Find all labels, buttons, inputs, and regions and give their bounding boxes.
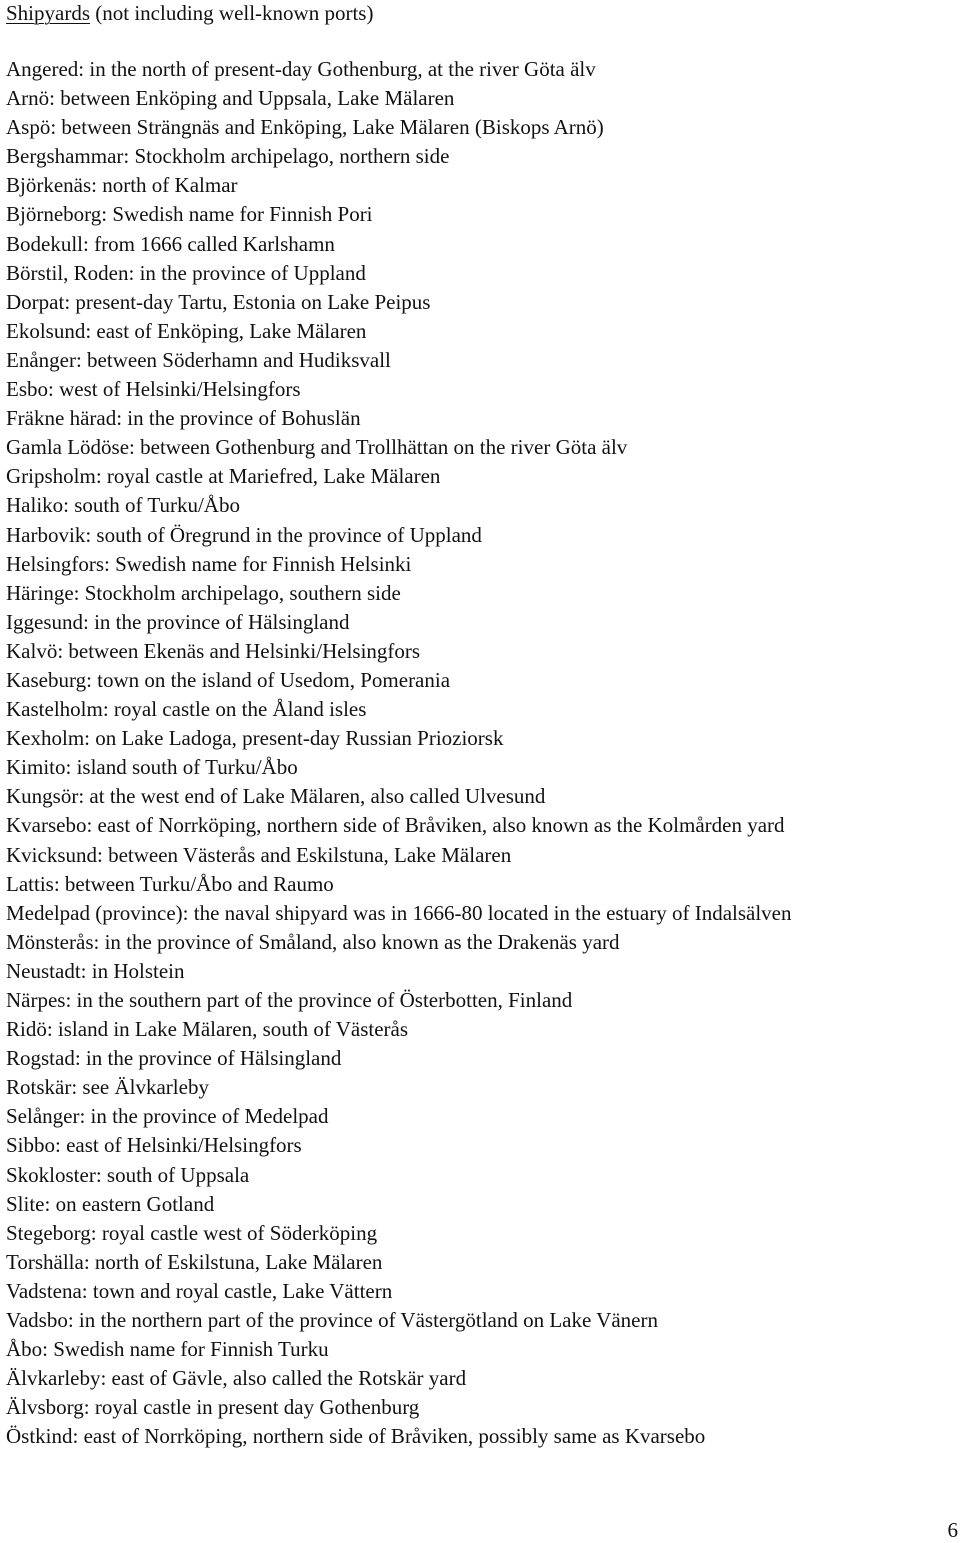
shipyard-entry: Björkenäs: north of Kalmar: [6, 173, 238, 198]
shipyard-entry: Älvkarleby: east of Gävle, also called the Rotskär yard: [6, 1366, 467, 1391]
shipyard-entry: Åbo: Swedish name for Finnish Turku: [6, 1337, 329, 1362]
shipyard-entry: Börstil, Roden: in the province of Uppland: [6, 260, 366, 285]
shipyard-entry: Dorpat: present-day Tartu, Estonia on Lake Peipus: [6, 289, 431, 314]
shipyard-entry: Skokloster: south of Uppsala: [6, 1162, 250, 1187]
shipyard-entry: Kaseburg: town on the island of Usedom, Pomerania: [6, 667, 451, 692]
shipyard-entry: Lattis: between Turku/Åbo and Raumo: [6, 871, 334, 896]
shipyard-entry: Arnö: between Enköping and Uppsala, Lake Mälaren: [6, 86, 455, 111]
shipyard-entry: Kexholm: on Lake Ladoga, present-day Russian Prioziorsk: [6, 726, 504, 751]
shipyard-list: [6, 55, 792, 1452]
shipyard-entry: Bodekull: from 1666 called Karlshamn: [6, 231, 335, 256]
shipyard-entry: Iggesund: in the province of Hälsingland: [6, 609, 350, 634]
shipyard-entry: Enånger: between Söderhamn and Hudiksvall: [6, 347, 391, 372]
shipyard-entry: Aspö: between Strängnäs and Enköping, Lake Mälaren (Biskops Arnö): [6, 115, 604, 140]
shipyard-entry: Esbo: west of Helsinki/Helsingfors: [6, 377, 301, 402]
shipyard-entry: Mönsterås: in the province of Småland, also known as the Drakenäs yard: [6, 929, 620, 954]
shipyard-entry: Kvarsebo: east of Norrköping, northern side of Bråviken, also known as the Kolmården yard: [6, 813, 785, 838]
shipyard-entry: Torshälla: north of Eskilstuna, Lake Mälaren: [6, 1249, 383, 1274]
shipyard-entry: Älvsborg: royal castle in present day Gothenburg: [6, 1395, 420, 1420]
shipyard-entry: Sibbo: east of Helsinki/Helsingfors: [6, 1133, 302, 1158]
shipyard-entry: Kastelholm: royal castle on the Åland isles: [6, 697, 367, 722]
shipyard-entry: Rogstad: in the province of Hälsingland: [6, 1046, 342, 1071]
shipyard-entry: Östkind: east of Norrköping, northern side of Bråviken, possibly same as Kvarsebo: [6, 1424, 706, 1449]
shipyard-entry: Fräkne härad: in the province of Bohuslän: [6, 406, 361, 431]
shipyard-entry: Kungsör: at the west end of Lake Mälaren, also called Ulvesund: [6, 784, 546, 809]
shipyard-entry: Stegeborg: royal castle west of Söderköping: [6, 1220, 378, 1245]
shipyard-entry: Björneborg: Swedish name for Finnish Pori: [6, 202, 373, 227]
shipyard-entry: Kvicksund: between Västerås and Eskilstuna, Lake Mälaren: [6, 842, 512, 867]
shipyard-entry: Rotskär: see Älvkarleby: [6, 1075, 209, 1100]
shipyard-entry: Kalvö: between Ekenäs and Helsinki/Helsingfors: [6, 638, 421, 663]
shipyard-entry: Ridö: island in Lake Mälaren, south of Västerås: [6, 1017, 409, 1042]
page-heading: [6, 0, 373, 26]
shipyard-entry: Vadsbo: in the northern part of the province of Västergötland on Lake Vänern: [6, 1308, 658, 1333]
shipyard-entry: Medelpad (province): the naval shipyard was in 1666-80 located in the estuary of Indalsälven: [6, 900, 792, 925]
shipyard-entry: Häringe: Stockholm archipelago, southern side: [6, 580, 401, 605]
shipyard-entry: Vadstena: town and royal castle, Lake Vättern: [6, 1278, 393, 1303]
heading-link-text: Shipyards: [6, 1, 90, 25]
shipyard-entry: Slite: on eastern Gotland: [6, 1191, 215, 1216]
shipyard-entry: Bergshammar: Stockholm archipelago, northern side: [6, 144, 450, 169]
shipyard-entry: Haliko: south of Turku/Åbo: [6, 493, 240, 518]
shipyard-entry: Harbovik: south of Öregrund in the province of Uppland: [6, 522, 482, 547]
shipyard-entry: Gripsholm: royal castle at Mariefred, Lake Mälaren: [6, 464, 441, 489]
shipyard-entry: Gamla Lödöse: between Gothenburg and Trollhättan on the river Göta älv: [6, 435, 628, 460]
shipyard-entry: Angered: in the north of present-day Gothenburg, at the river Göta älv: [6, 57, 596, 81]
shipyard-entry: Helsingfors: Swedish name for Finnish Helsinki: [6, 551, 412, 576]
shipyard-entry: Neustadt: in Holstein: [6, 958, 185, 983]
heading-subtitle: (not including well-known ports): [90, 1, 374, 25]
shipyard-entry: Närpes: in the southern part of the province of Österbotten, Finland: [6, 988, 573, 1012]
page-number: 6: [947, 1518, 958, 1542]
shipyard-entry: Selånger: in the province of Medelpad: [6, 1104, 329, 1129]
shipyard-entry: Ekolsund: east of Enköping, Lake Mälaren: [6, 318, 367, 343]
shipyard-entry: Kimito: island south of Turku/Åbo: [6, 755, 298, 780]
